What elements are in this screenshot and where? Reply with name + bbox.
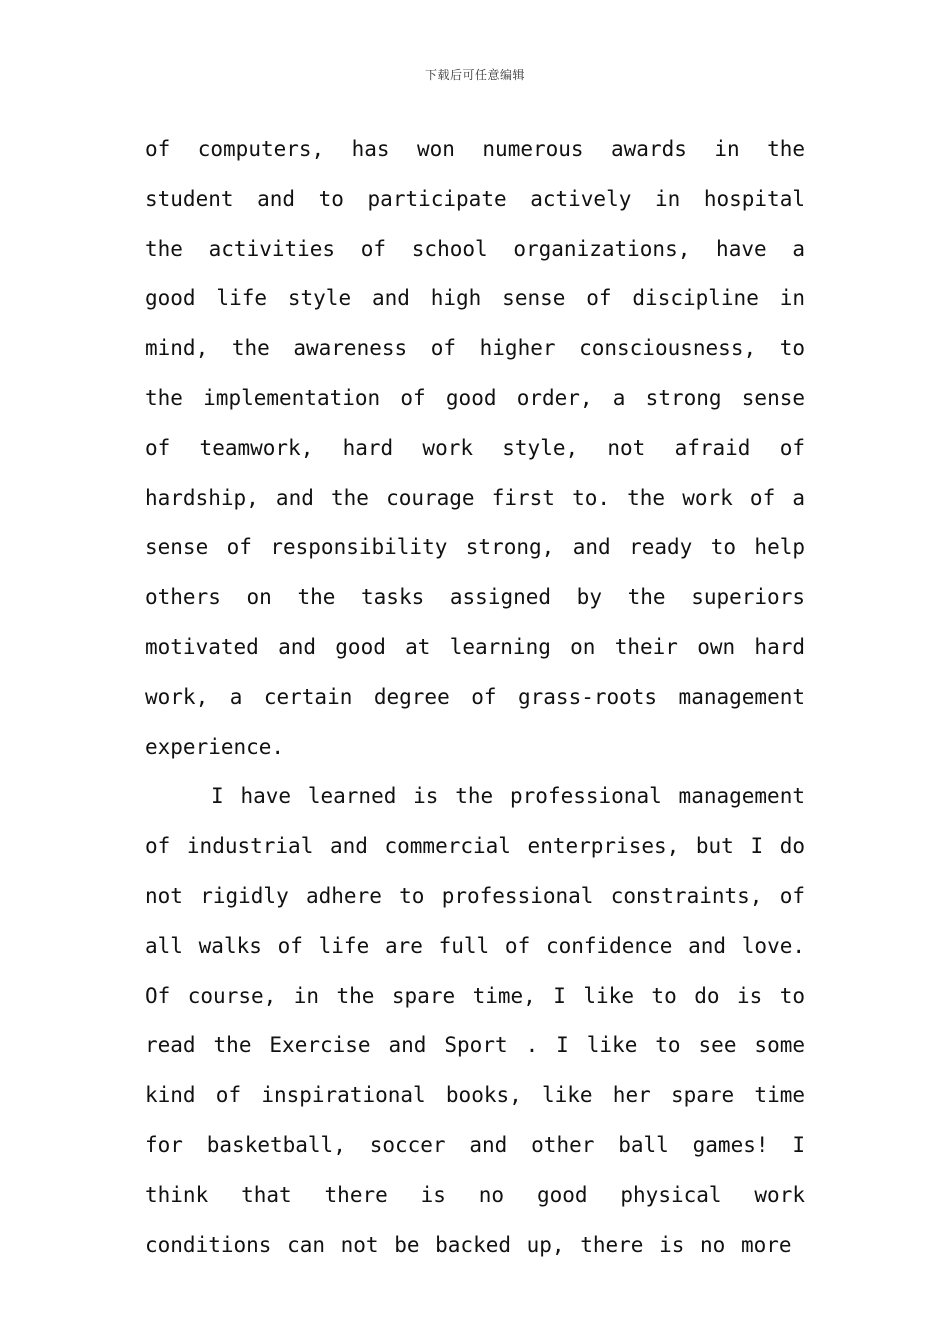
paragraph-continuation: of computers, has won numerous awards in the student and to participate actively in hospital the activities of school organizations, have a good life style and high sense of discipline in mind, the awareness of higher consciousness, to the implementation of good order, a strong sense of teamwork, hard work style, not afraid of hardship, and the courage first to. the work of a sense of responsibility strong, and ready to help others on the tasks assigned by the superiors motivated and good at learning on their own hard work, a certain degree of grass-roots management experience. (145, 137, 805, 759)
paragraph-professional: I have learned is the professional management of industrial and commercial enterprises, but I do not rigidly adhere to professional constraints, of all walks of life are full of confidence and love. Of course, in the spare time, I like to do is to read the Exercise and Sport . I like to see some kind of inspirational books, like her spare time for basketball, soccer and other ball games! I think that there is no good physical work conditions can not be backed up, there is no more (145, 784, 805, 1257)
document-body (145, 125, 805, 1270)
page-header: 下载后可任意编辑 (424, 68, 525, 82)
